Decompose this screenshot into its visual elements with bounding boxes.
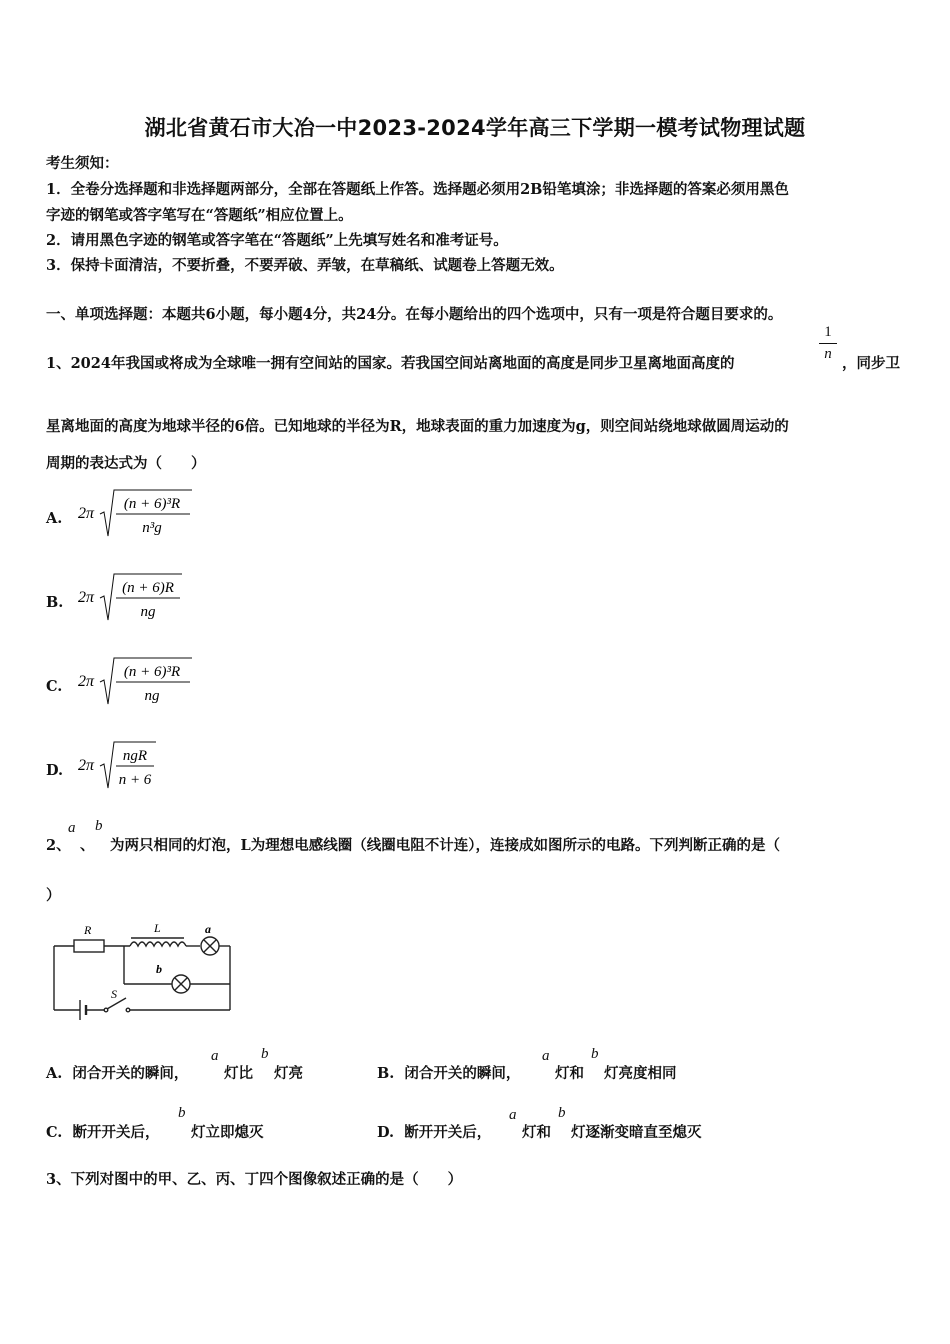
q2-option-a[interactable]	[46, 1062, 188, 1083]
q1-option-c-label[interactable]: C.	[46, 678, 63, 695]
q2-a-var2: b	[261, 1046, 269, 1062]
q1-line2: 星离地面的高度为地球半径的6倍。已知地球的半径为R，地球表面的重力加速度为g，则空间站绕地球做圆周运动的	[46, 418, 789, 435]
q1-fraction	[818, 324, 838, 363]
q2-option-b[interactable]	[377, 1062, 520, 1083]
formula-denominator: ng	[140, 604, 156, 620]
q2-b-var1: a	[542, 1048, 550, 1064]
label-l: L	[154, 921, 161, 935]
q1-option-c-formula[interactable]	[72, 652, 202, 712]
q2-prefix: 2、	[46, 837, 71, 854]
option-label: B.	[377, 1065, 395, 1082]
q1-line1-tail: ，同步卫	[842, 355, 900, 372]
resistor-r	[74, 940, 104, 952]
page-title: 湖北省黄石市大冶一中2023-2024学年高三下学期一模考试物理试题	[144, 116, 806, 140]
notice-item: 字迹的钢笔或答字笔写在“答题纸”相应位置上。	[46, 207, 353, 224]
q1-line1: 1、2024年我国或将成为全球唯一拥有空间站的国家。若我国空间站离地面的高度是同步卫星离地面高度的	[46, 355, 735, 372]
formula-coef: 2π	[78, 673, 95, 690]
q2-line1: 为两只相同的灯泡，L为理想电感线圈（线圈电阻不计连），连接成如图所示的电路。下列判断正确的是（	[110, 837, 780, 854]
q1-frac-num: 1	[824, 324, 832, 340]
q1-option-b-label[interactable]: B.	[46, 594, 64, 611]
q1-option-a-label[interactable]: A.	[46, 510, 63, 527]
option-text: 断开开关后，	[72, 1124, 160, 1141]
q3-line1: 3、下列对图中的甲、乙、丙、丁四个图像叙述正确的是（ ）	[46, 1171, 463, 1188]
option-text: 闭合开关的瞬间，	[404, 1065, 521, 1082]
option-label: D.	[377, 1124, 395, 1141]
q2-a-var1: a	[211, 1048, 219, 1064]
q1-option-a-formula[interactable]	[72, 484, 202, 544]
q2-a-text3: 灯亮	[274, 1065, 303, 1082]
label-s: S	[111, 987, 117, 1001]
formula-coef: 2π	[78, 757, 95, 774]
q2-option-d[interactable]	[377, 1121, 491, 1142]
option-label: C.	[46, 1124, 63, 1141]
q1-option-b-formula[interactable]	[72, 568, 202, 628]
q2-sep: 、	[80, 837, 95, 854]
option-label: A.	[46, 1065, 63, 1082]
q1-option-d-formula[interactable]	[72, 736, 202, 796]
q2-b-var2: b	[591, 1046, 599, 1062]
formula-coef: 2π	[78, 505, 95, 522]
formula-coef: 2π	[78, 589, 95, 606]
formula-numerator: (n + 6)³R	[123, 496, 181, 512]
formula-denominator: n + 6	[118, 772, 152, 788]
q2-line2: ）	[46, 887, 61, 904]
q2-a-text2: 灯比	[224, 1065, 253, 1082]
q2-var-b: b	[95, 818, 103, 834]
notice-item: 1．全卷分选择题和非选择题两部分，全部在答题纸上作答。选择题必须用2B铅笔填涂；非选择题的答案必须用黑色	[46, 181, 789, 198]
q1-line3: 周期的表达式为（ ）	[46, 455, 206, 472]
q2-d-var2: b	[558, 1105, 566, 1121]
option-text: 断开开关后，	[404, 1124, 492, 1141]
q2-b-text2: 灯和	[555, 1065, 584, 1082]
formula-numerator: (n + 6)R	[122, 580, 174, 596]
q1-frac-den: n	[824, 346, 832, 362]
label-b: b	[156, 962, 162, 976]
formula-numerator: ngR	[122, 748, 148, 764]
notice-item: 3．保持卡面清洁，不要折叠，不要弄破、弄皱，在草稿纸、试题卷上答题无效。	[46, 257, 564, 274]
label-a: a	[205, 922, 211, 936]
formula-numerator: (n + 6)³R	[123, 664, 181, 680]
section-heading: 一、单项选择题：本题共6小题，每小题4分，共24分。在每小题给出的四个选项中，只有一项是符合题目要求的。	[46, 306, 783, 323]
q2-d-var1: a	[509, 1107, 517, 1123]
q2-option-c[interactable]	[46, 1121, 159, 1142]
q1-option-d-label[interactable]: D.	[46, 762, 64, 779]
q2-d-text3: 灯逐渐变暗直至熄灭	[571, 1124, 702, 1141]
circuit-diagram	[44, 912, 244, 1024]
formula-denominator: ng	[144, 688, 160, 704]
inductor-l	[130, 942, 186, 946]
q2-c-text2: 灯立即熄灭	[191, 1124, 264, 1141]
option-text: 闭合开关的瞬间，	[72, 1065, 189, 1082]
notice-heading: 考生须知：	[46, 155, 119, 172]
q2-d-text2: 灯和	[522, 1124, 551, 1141]
formula-denominator: n³g	[142, 520, 162, 536]
q1-frac-bar	[819, 343, 837, 344]
q2-c-var1: b	[178, 1105, 186, 1121]
label-r: R	[84, 923, 92, 937]
q2-var-a: a	[68, 820, 76, 836]
q2-b-text3: 灯亮度相同	[604, 1065, 677, 1082]
notice-item: 2．请用黑色字迹的钢笔或答字笔在“答题纸”上先填写姓名和准考证号。	[46, 232, 508, 249]
